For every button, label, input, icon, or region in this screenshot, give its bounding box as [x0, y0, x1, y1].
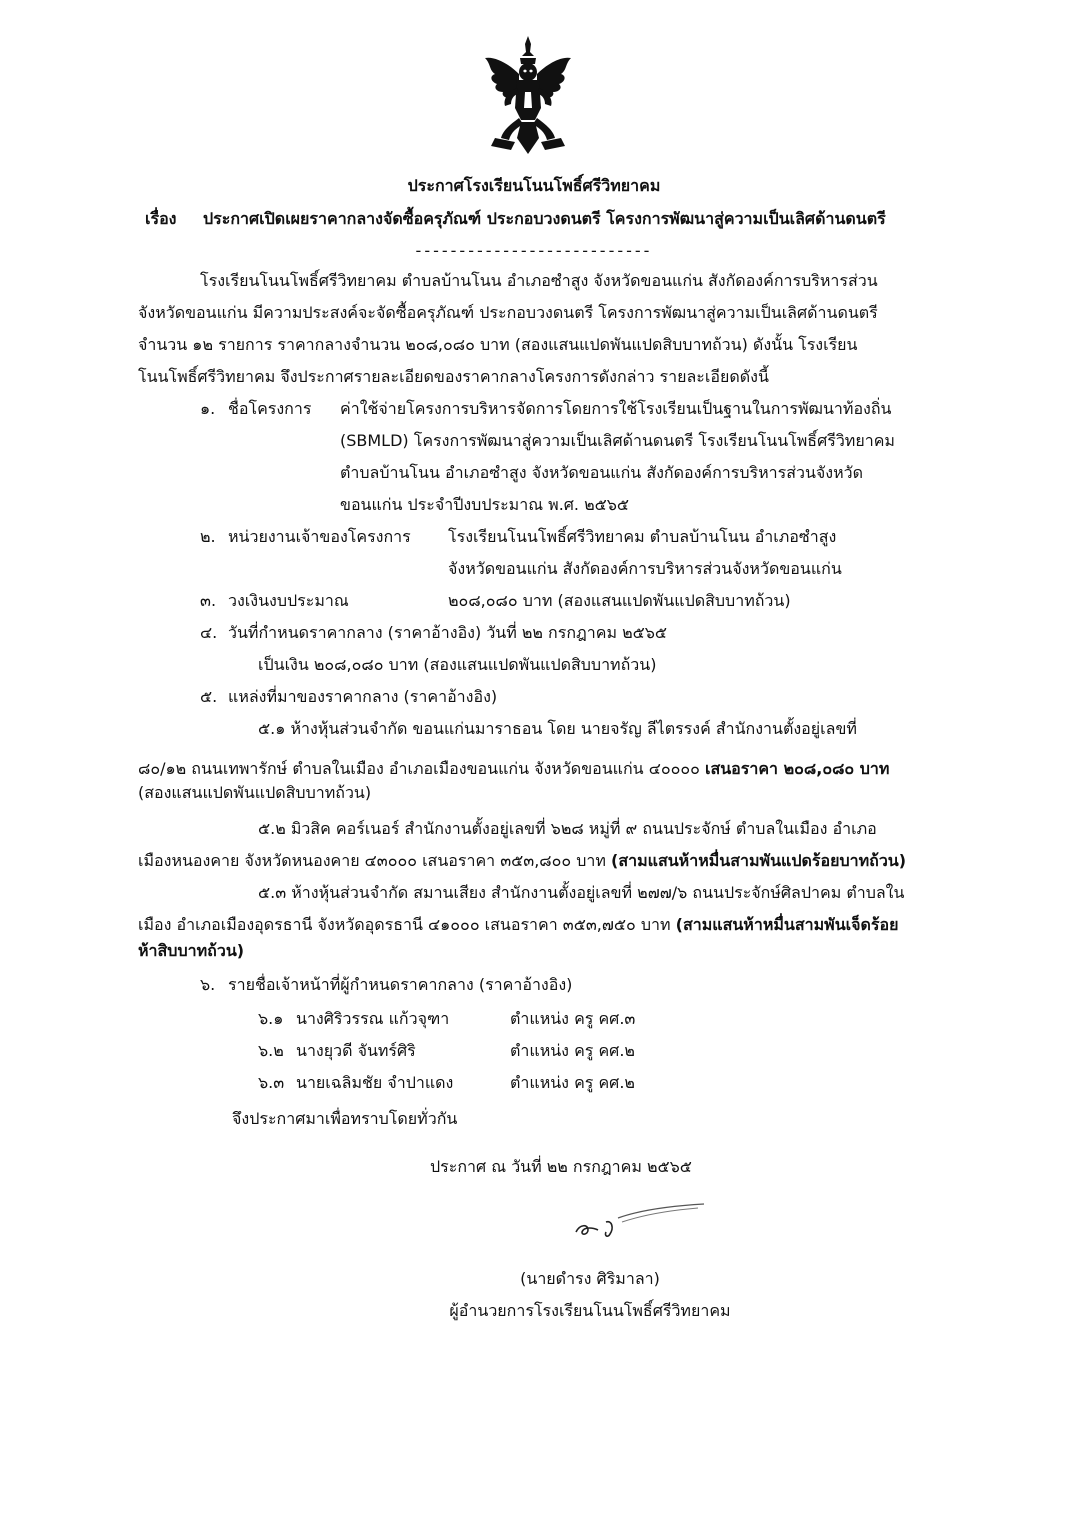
- item-3-value: ๒๐๘,๐๘๐ บาท (สองแสนแปดพันแปดสิบบาทถ้วน): [448, 591, 791, 610]
- subject-text: ประกาศเปิดเผยราคากลางจัดซื้อครุภัณฑ์ ประกอบวงดนตรี โครงการพัฒนาสู่ความเป็นเลิศด้านดนตรี: [203, 209, 886, 228]
- garuda-emblem-icon: [481, 34, 575, 158]
- source-3-line-2: [138, 914, 898, 936]
- official-1-position: ตำแหน่ง ครู คศ.๓: [510, 1009, 636, 1028]
- intro-line-4: โนนโพธิ์ศรีวิทยาคม จึงประกาศรายละเอียดของราคากลางโครงการดังกล่าว รายละเอียดดังนี้: [138, 367, 769, 386]
- closing-statement: จึงประกาศมาเพื่อทราบโดยทั่วกัน: [232, 1109, 458, 1128]
- source-1-offer: เสนอราคา ๒๐๘,๐๘๐ บาท: [704, 759, 890, 778]
- item-3-number: ๓.: [200, 591, 217, 610]
- item-1-number: ๑.: [200, 399, 216, 418]
- source-2-address: เมืองหนองคาย จังหวัดหนองคาย ๔๓๐๐๐ เสนอราคา ๓๕๓,๘๐๐ บาท: [138, 851, 606, 870]
- signer-name: (นายดำรง ศิริมาลา): [520, 1269, 660, 1288]
- source-2-offer-words: (สามแสนห้าหมื่นสามพันแปดร้อยบาทถ้วน): [611, 851, 907, 870]
- item-4-number: ๔.: [200, 623, 218, 642]
- item-1-line-1: ค่าใช้จ่ายโครงการบริหารจัดการโดยการใช้โรงเรียนเป็นฐานในการพัฒนาท้องถิ่น: [340, 399, 892, 418]
- handwritten-signature-icon: [570, 1198, 710, 1244]
- intro-line-3: จำนวน ๑๒ รายการ ราคากลางจำนวน ๒๐๘,๐๘๐ บาท (สองแสนแปดพันแปดสิบบาทถ้วน) ดังนั้น โรงเรียน: [138, 335, 858, 354]
- official-2-name: นางยุวดี จันทร์ศิริ: [296, 1041, 416, 1060]
- item-2-number: ๒.: [200, 527, 216, 546]
- source-1-address: ๘๐/๑๒ ถนนเทพารักษ์ ตำบลในเมือง อำเภอเมืองขอนแก่น จังหวัดขอนแก่น ๔๐๐๐๐: [138, 759, 700, 778]
- title-divider: ---------------------------: [415, 241, 653, 260]
- announcement-date: ประกาศ ณ วันที่ ๒๒ กรกฎาคม ๒๕๖๕: [430, 1157, 692, 1176]
- item-2-line-1: โรงเรียนโนนโพธิ์ศรีวิทยาคม ตำบลบ้านโนน อำเภอซำสูง: [448, 527, 837, 546]
- item-4-line-1: วันที่กำหนดราคากลาง (ราคาอ้างอิง) วันที่ ๒๒ กรกฎาคม ๒๕๖๕: [228, 623, 668, 642]
- official-2-number: ๖.๒: [258, 1041, 284, 1060]
- official-1-number: ๖.๑: [258, 1009, 284, 1028]
- item-2-label: หน่วยงานเจ้าของโครงการ: [228, 527, 411, 546]
- intro-line-2: จังหวัดขอนแก่น มีความประสงค์จะจัดซื้อครุภัณฑ์ ประกอบวงดนตรี โครงการพัฒนาสู่ความเป็นเลิศด้านดนตรี: [138, 303, 878, 322]
- item-5-number: ๕.: [200, 687, 218, 706]
- official-1-name: นางศิริวรรณ แก้วจุฑา: [296, 1009, 450, 1028]
- item-6-label: รายชื่อเจ้าหน้าที่ผู้กำหนดราคากลาง (ราคาอ้างอิง): [228, 975, 573, 994]
- source-3-offer-words: (สามแสนห้าหมื่นสามพันเจ็ดร้อย: [675, 915, 899, 934]
- source-2-line-1: ๕.๒ มิวสิค คอร์เนอร์ สำนักงานตั้งอยู่เลขที่ ๖๒๘ หมู่ที่ ๙ ถนนประจักษ์ ตำบลในเมือง อำเภอ: [258, 819, 877, 838]
- item-1-line-3: ตำบลบ้านโนน อำเภอซำสูง จังหวัดขอนแก่น สังกัดองค์การบริหารส่วนจังหวัด: [340, 463, 864, 482]
- subject-label: เรื่อง: [145, 209, 177, 228]
- announcement-title: ประกาศโรงเรียนโนนโพธิ์ศรีวิทยาคม: [407, 176, 661, 195]
- item-2-line-2: จังหวัดขอนแก่น สังกัดองค์การบริหารส่วนจังหวัดขอนแก่น: [448, 559, 842, 578]
- intro-line-1: โรงเรียนโนนโพธิ์ศรีวิทยาคม ตำบลบ้านโนน อำเภอซำสูง จังหวัดขอนแก่น สังกัดองค์การบริหารส่วน: [200, 271, 878, 290]
- signer-title: ผู้อำนวยการโรงเรียนโนนโพธิ์ศรีวิทยาคม: [449, 1301, 731, 1320]
- source-3-line-1: ๕.๓ ห้างหุ้นส่วนจำกัด สมานเสียง สำนักงานตั้งอยู่เลขที่ ๒๗๗/๖ ถนนประจักษ์ศิลปาคม ตำบลใน: [258, 883, 905, 902]
- source-3-address: เมือง อำเภอเมืองอุดรธานี จังหวัดอุดรธานี ๔๑๐๐๐ เสนอราคา ๓๕๓,๗๕๐ บาท: [138, 915, 671, 934]
- official-3-position: ตำแหน่ง ครู คศ.๒: [510, 1073, 635, 1092]
- item-1-line-4: ขอนแก่น ประจำปีงบประมาณ พ.ศ. ๒๕๖๕: [340, 495, 630, 514]
- source-1-line-2: [138, 758, 889, 780]
- official-3-name: นายเฉลิมชัย จำปาแดง: [296, 1073, 454, 1092]
- item-1-label: ชื่อโครงการ: [228, 399, 312, 418]
- item-1-line-2: (SBMLD) โครงการพัฒนาสู่ความเป็นเลิศด้านดนตรี โรงเรียนโนนโพธิ์ศรีวิทยาคม: [340, 431, 895, 450]
- source-3-line-3: ห้าสิบบาทถ้วน): [138, 941, 245, 960]
- source-1-line-1: ๕.๑ ห้างหุ้นส่วนจำกัด ขอนแก่นมาราธอน โดย นายจรัญ ลีไตรรงค์ สำนักงานตั้งอยู่เลขที่: [258, 719, 857, 738]
- source-1-line-3: (สองแสนแปดพันแปดสิบบาทถ้วน): [138, 783, 372, 802]
- item-5-label: แหล่งที่มาของราคากลาง (ราคาอ้างอิง): [228, 687, 498, 706]
- item-6-number: ๖.: [200, 975, 216, 994]
- official-2-position: ตำแหน่ง ครู คศ.๒: [510, 1041, 635, 1060]
- item-3-label: วงเงินงบประมาณ: [228, 591, 349, 610]
- source-2-line-2: [138, 850, 906, 872]
- item-4-line-2: เป็นเงิน ๒๐๘,๐๘๐ บาท (สองแสนแปดพันแปดสิบบาทถ้วน): [258, 655, 657, 674]
- official-3-number: ๖.๓: [258, 1073, 285, 1092]
